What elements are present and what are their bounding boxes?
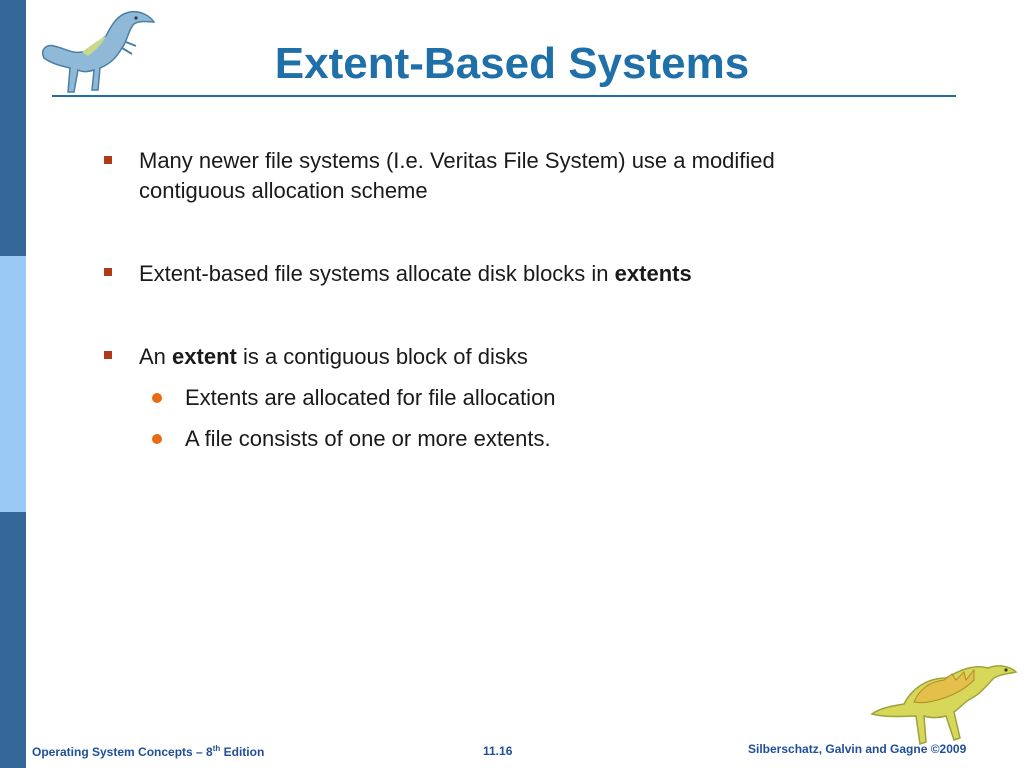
- dinosaur-logo-icon: [868, 658, 1020, 750]
- subbullet-text: Extents are allocated for file allocation: [185, 385, 556, 410]
- sidebar-bar: [0, 0, 26, 768]
- subbullet-dot-icon: [152, 393, 162, 403]
- sidebar-light-segment: [0, 256, 26, 512]
- slide-number: 11.16: [483, 744, 513, 758]
- footer-book-title-main: Operating System Concepts – 8: [32, 745, 213, 759]
- bullet-text-plain: Extent-based file systems allocate disk blocks in: [139, 261, 615, 286]
- bullet-text: [139, 259, 692, 289]
- bullet-square-icon: [104, 156, 112, 164]
- footer-book-title: [32, 744, 264, 759]
- bullet-text: [139, 342, 528, 372]
- sidebar-dark-segment: [0, 512, 26, 768]
- page-title: Extent-Based Systems: [274, 39, 750, 88]
- bullet-text-bold: extent: [172, 344, 237, 369]
- bullet-text-bold: extents: [614, 261, 692, 286]
- bullet-text-plain: An: [139, 344, 173, 369]
- footer-book-title-sup: th: [212, 744, 221, 753]
- footer-authors: Silberschatz, Galvin and Gagne ©2009: [748, 742, 967, 756]
- subbullet-text: A file consists of one or more extents.: [185, 426, 551, 451]
- footer-book-title-end: Edition: [220, 745, 265, 759]
- bullet-square-icon: [104, 351, 112, 359]
- bullet-text: contiguous allocation scheme: [139, 178, 428, 203]
- subbullet-dot-icon: [152, 434, 162, 444]
- title-divider: [52, 95, 956, 97]
- bullet-square-icon: [104, 268, 112, 276]
- bullet-text: Many newer file systems (I.e. Veritas File System) use a modified: [139, 148, 775, 173]
- bullet-text-plain: is a contiguous block of disks: [236, 344, 528, 369]
